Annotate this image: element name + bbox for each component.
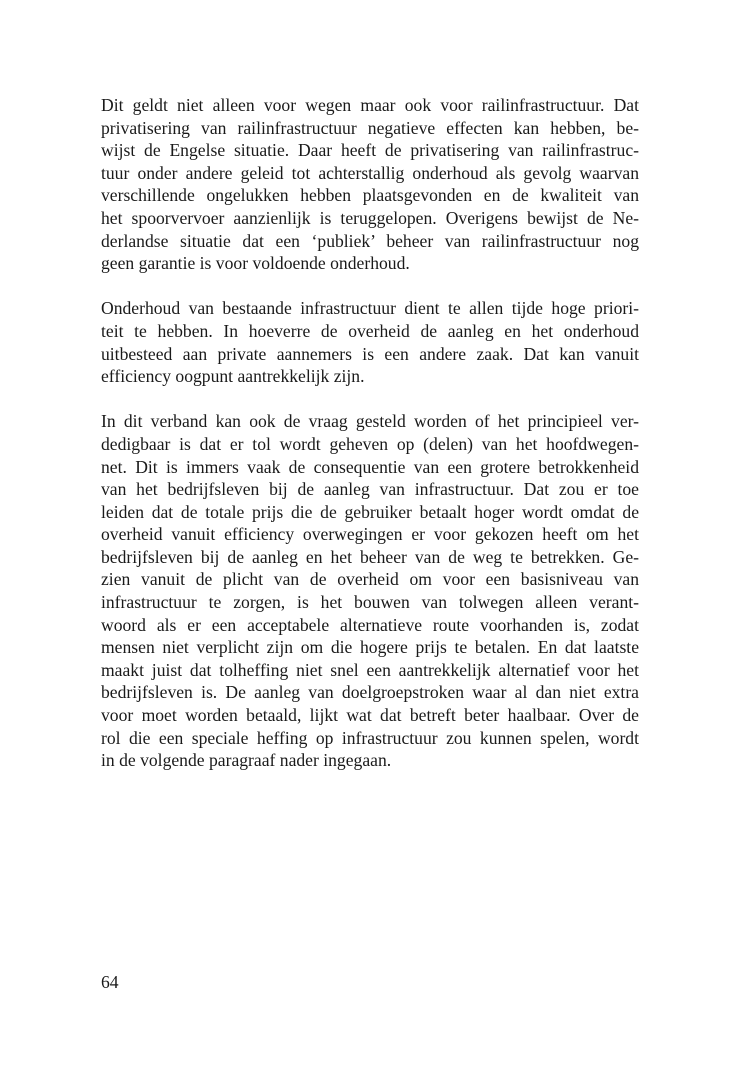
text-line: voor moet worden betaald, lijkt wat dat betreft beter haalbaar. Over de	[101, 705, 639, 726]
text-line: in de volgende paragraaf nader ingegaan.	[101, 750, 392, 771]
text-line: derlandse situatie dat een ‘publiek’ beheer van railinfrastructuur nog	[101, 230, 639, 251]
text-line: leiden dat de totale prijs die de gebruiker betaalt hoger wordt omdat de	[101, 501, 639, 522]
text-line: wijst de Engelse situatie. Daar heeft de privatisering van railinfrastruc-	[101, 140, 639, 161]
text-line: dedigbaar is dat er tol wordt geheven op (delen) van het hoofdwegen-	[101, 433, 639, 454]
paragraph-3	[101, 410, 639, 772]
text-line: efficiency oogpunt aantrekkelijk zijn.	[101, 366, 365, 387]
text-line: Onderhoud van bestaande infrastructuur dient te allen tijde hoge priori-	[101, 298, 639, 319]
text-line: maakt juist dat tolheffing niet snel een aantrekkelijk alternatief voor het	[101, 659, 639, 680]
paragraph-2	[101, 297, 639, 387]
text-line: teit te hebben. In hoeverre de overheid de aanleg en het onderhoud	[101, 320, 639, 341]
text-line: rol die een speciale heffing op infrastructuur zou kunnen spelen, wordt	[101, 727, 639, 748]
page-number: 64	[101, 972, 119, 992]
text-line: het spoorvervoer aanzienlijk is teruggelopen. Overigens bewijst de Ne-	[101, 207, 639, 228]
text-line: verschillende ongelukken hebben plaatsgevonden en de kwaliteit van	[101, 185, 639, 206]
text-line: net. Dit is immers vaak de consequentie van een grotere betrokkenheid	[101, 456, 639, 477]
paragraph-1	[101, 94, 639, 275]
text-line: van het bedrijfsleven bij de aanleg van infrastructuur. Dat zou er toe	[101, 479, 639, 500]
text-line: privatisering van railinfrastructuur negatieve effecten kan hebben, be-	[101, 117, 639, 138]
text-line: uitbesteed aan private aannemers is een andere zaak. Dat kan vanuit	[101, 343, 639, 364]
text-line: mensen niet verplicht zijn om die hogere prijs te betalen. En dat laatste	[101, 637, 639, 658]
text-line: bedrijfsleven bij de aanleg en het beheer van de weg te betrekken. Ge-	[101, 546, 639, 567]
page-body	[101, 94, 639, 794]
text-line: bedrijfsleven is. De aanleg van doelgroepstroken waar al dan niet extra	[101, 682, 639, 703]
text-line: infrastructuur te zorgen, is het bouwen van tolwegen alleen verant-	[101, 592, 639, 613]
text-line: overheid vanuit efficiency overwegingen er voor gekozen heeft om het	[101, 524, 639, 545]
text-line: woord als er een acceptabele alternatieve route voorhanden is, zodat	[101, 614, 639, 635]
text-line: In dit verband kan ook de vraag gesteld worden of het principieel ver-	[101, 411, 639, 432]
text-line: zien vanuit de plicht van de overheid om voor een basisniveau van	[101, 569, 639, 590]
text-line: tuur onder andere geleid tot achterstallig onderhoud als gevolg waarvan	[101, 162, 639, 183]
text-line: Dit geldt niet alleen voor wegen maar ook voor railinfrastructuur. Dat	[101, 95, 639, 115]
text-line: geen garantie is voor voldoende onderhoud.	[101, 253, 410, 274]
